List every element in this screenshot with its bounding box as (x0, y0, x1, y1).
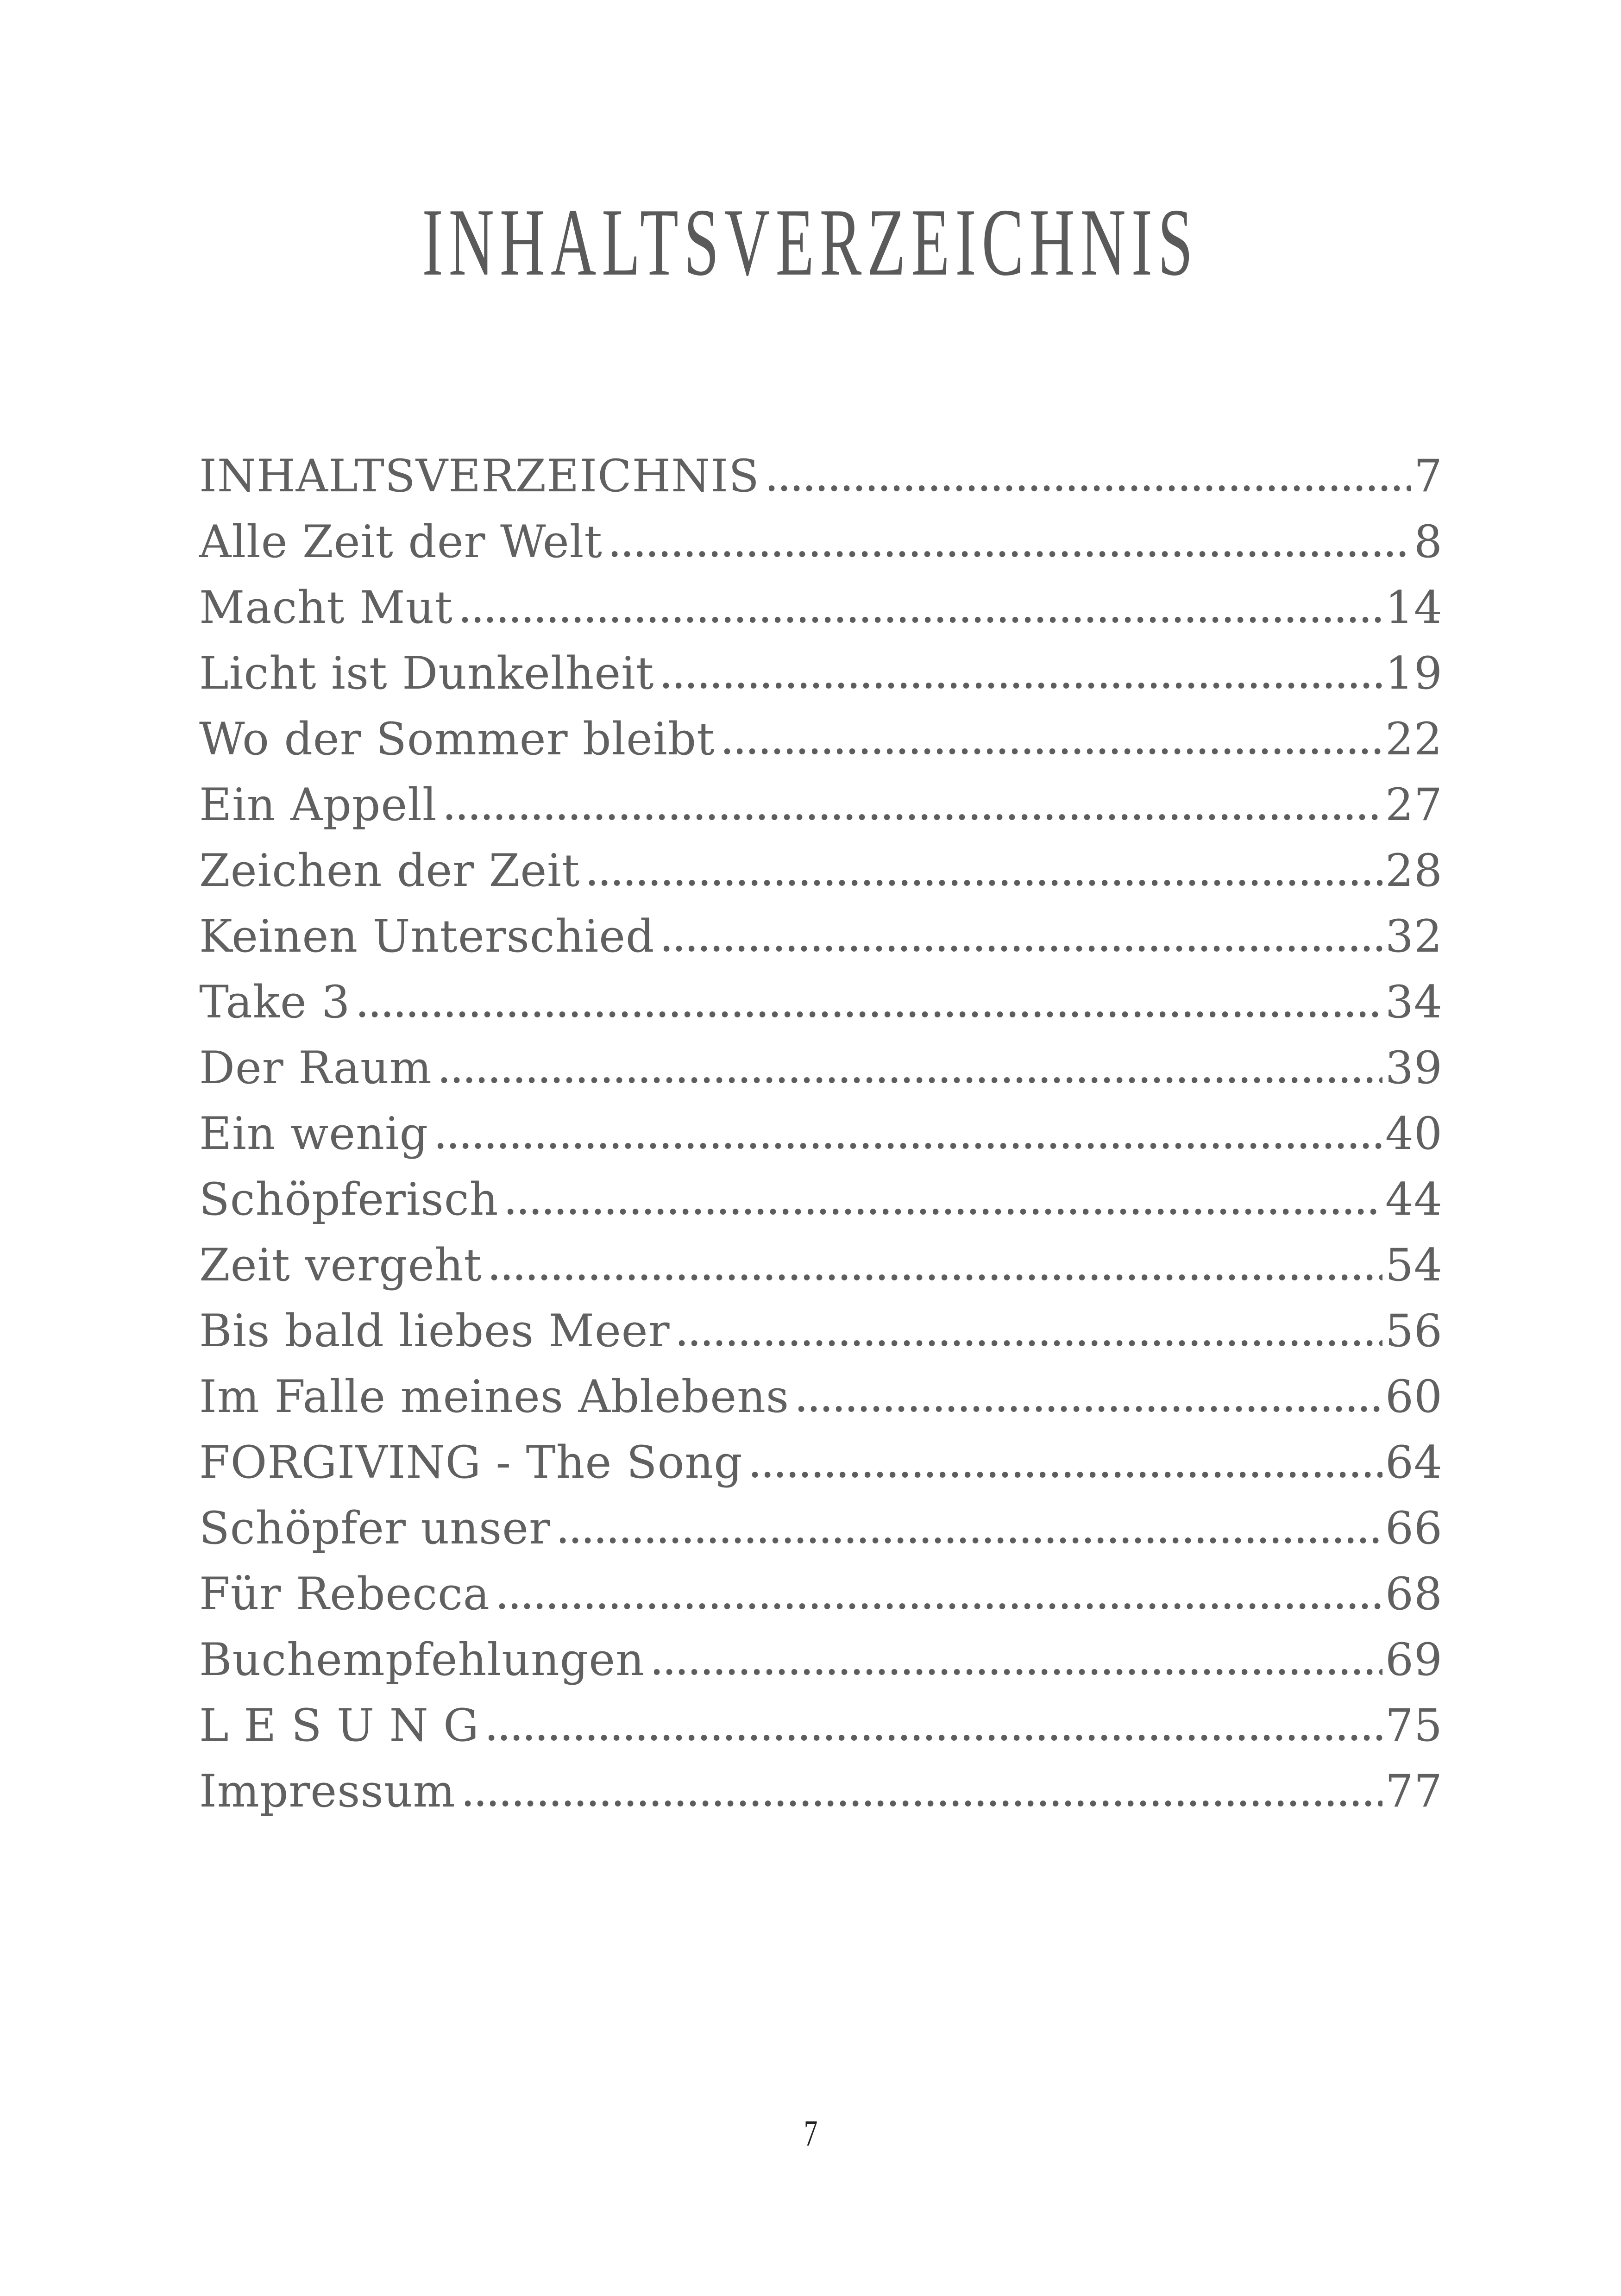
dot-leader (446, 814, 1382, 820)
toc-entry (199, 845, 1443, 910)
toc-entry (199, 1108, 1443, 1173)
dot-leader (724, 748, 1382, 754)
dot-leader (438, 1143, 1382, 1149)
dot-leader (654, 1669, 1382, 1675)
toc-entry-label: Schöpfer unser (199, 1502, 551, 1554)
toc-entry-page-number: 69 (1385, 1634, 1443, 1686)
toc-entry-label: Für Rebecca (199, 1568, 490, 1620)
toc-entry-page-number: 14 (1385, 582, 1443, 634)
toc-entry-page-number: 54 (1385, 1239, 1443, 1291)
toc-entry-page-number: 28 (1385, 845, 1443, 897)
toc-entry (199, 1568, 1443, 1634)
toc-entry-page-number: 32 (1385, 910, 1443, 962)
toc-entry-label: Alle Zeit der Welt (199, 516, 603, 568)
toc-entry (199, 1437, 1443, 1502)
toc-entry (199, 1700, 1443, 1765)
toc-entry-label: Buchempfehlungen (199, 1634, 645, 1686)
toc-entry (199, 1173, 1443, 1239)
dot-leader (664, 946, 1382, 952)
toc-entry (199, 910, 1443, 976)
dot-leader (679, 1340, 1382, 1346)
toc-entry-label: Ein wenig (199, 1108, 429, 1160)
toc-entry-page-number: 44 (1385, 1173, 1443, 1225)
toc-entry-page-number: 40 (1385, 1108, 1443, 1160)
table-of-contents (199, 450, 1443, 1831)
dot-leader (663, 683, 1382, 689)
toc-entry-label: Take 3 (199, 976, 351, 1028)
page-title-text: INHALTSVERZEICHNIS (422, 189, 1199, 296)
toc-entry-page-number: 39 (1385, 1042, 1443, 1094)
page-number: 7 (804, 2113, 817, 2154)
toc-entry (199, 976, 1443, 1042)
toc-entry-page-number: 34 (1385, 976, 1443, 1028)
dot-leader (499, 1603, 1382, 1609)
toc-entry-page-number: 64 (1385, 1437, 1443, 1488)
dot-leader (441, 1077, 1382, 1083)
toc-entry-label: Wo der Sommer bleibt (199, 713, 715, 765)
toc-entry-page-number: 56 (1385, 1305, 1443, 1357)
toc-entry-page-number: 19 (1385, 647, 1443, 699)
toc-entry-page-number: 7 (1414, 450, 1443, 502)
toc-entry-label: Zeichen der Zeit (199, 845, 580, 897)
toc-entry-page-number: 68 (1385, 1568, 1443, 1620)
toc-entry (199, 1502, 1443, 1568)
toc-entry (199, 713, 1443, 779)
dot-leader (508, 1209, 1382, 1215)
dot-leader (589, 880, 1382, 886)
toc-entry-label: Der Raum (199, 1042, 432, 1094)
toc-entry-page-number: 22 (1385, 713, 1443, 765)
dot-leader (465, 1800, 1382, 1807)
dot-leader (489, 1735, 1382, 1741)
toc-entry (199, 1305, 1443, 1371)
toc-entry-page-number: 75 (1385, 1700, 1443, 1751)
dot-leader (462, 617, 1382, 623)
dot-leader (752, 1472, 1382, 1478)
toc-entry-page-number: 77 (1385, 1765, 1443, 1817)
toc-entry-label: Schöpferisch (199, 1173, 499, 1225)
toc-entry-page-number: 8 (1414, 516, 1443, 568)
toc-entry-label: Impressum (199, 1765, 456, 1817)
page-footer (0, 2113, 1621, 2154)
toc-entry-label: Zeit vergeht (199, 1239, 482, 1291)
toc-entry-page-number: 66 (1385, 1502, 1443, 1554)
toc-entry-label: FORGIVING - The Song (199, 1437, 743, 1488)
toc-entry-label: Licht ist Dunkelheit (199, 647, 654, 699)
page-title (0, 189, 1621, 296)
toc-entry (199, 779, 1443, 845)
toc-entry (199, 1239, 1443, 1305)
toc-entry-page-number: 27 (1385, 779, 1443, 831)
dot-leader (798, 1406, 1382, 1412)
toc-entry (199, 1765, 1443, 1831)
toc-entry (199, 516, 1443, 582)
toc-entry (199, 1371, 1443, 1437)
toc-entry-label: INHALTSVERZEICHNIS (199, 450, 760, 502)
toc-entry-label: L E S U N G (199, 1700, 479, 1751)
dot-leader (769, 485, 1411, 491)
toc-entry-label: Macht Mut (199, 582, 453, 634)
dot-leader (560, 1537, 1382, 1543)
dot-leader (359, 1011, 1382, 1017)
toc-entry (199, 1634, 1443, 1700)
dot-leader (612, 551, 1411, 557)
toc-entry-page-number: 60 (1385, 1371, 1443, 1423)
toc-entry (199, 582, 1443, 647)
toc-entry (199, 1042, 1443, 1108)
toc-entry-label: Bis bald liebes Meer (199, 1305, 670, 1357)
toc-entry (199, 647, 1443, 713)
toc-entry-label: Im Falle meines Ablebens (199, 1371, 790, 1423)
toc-entry-label: Keinen Unterschied (199, 910, 655, 962)
toc-entry (199, 450, 1443, 516)
toc-entry-label: Ein Appell (199, 779, 437, 831)
dot-leader (491, 1274, 1382, 1280)
